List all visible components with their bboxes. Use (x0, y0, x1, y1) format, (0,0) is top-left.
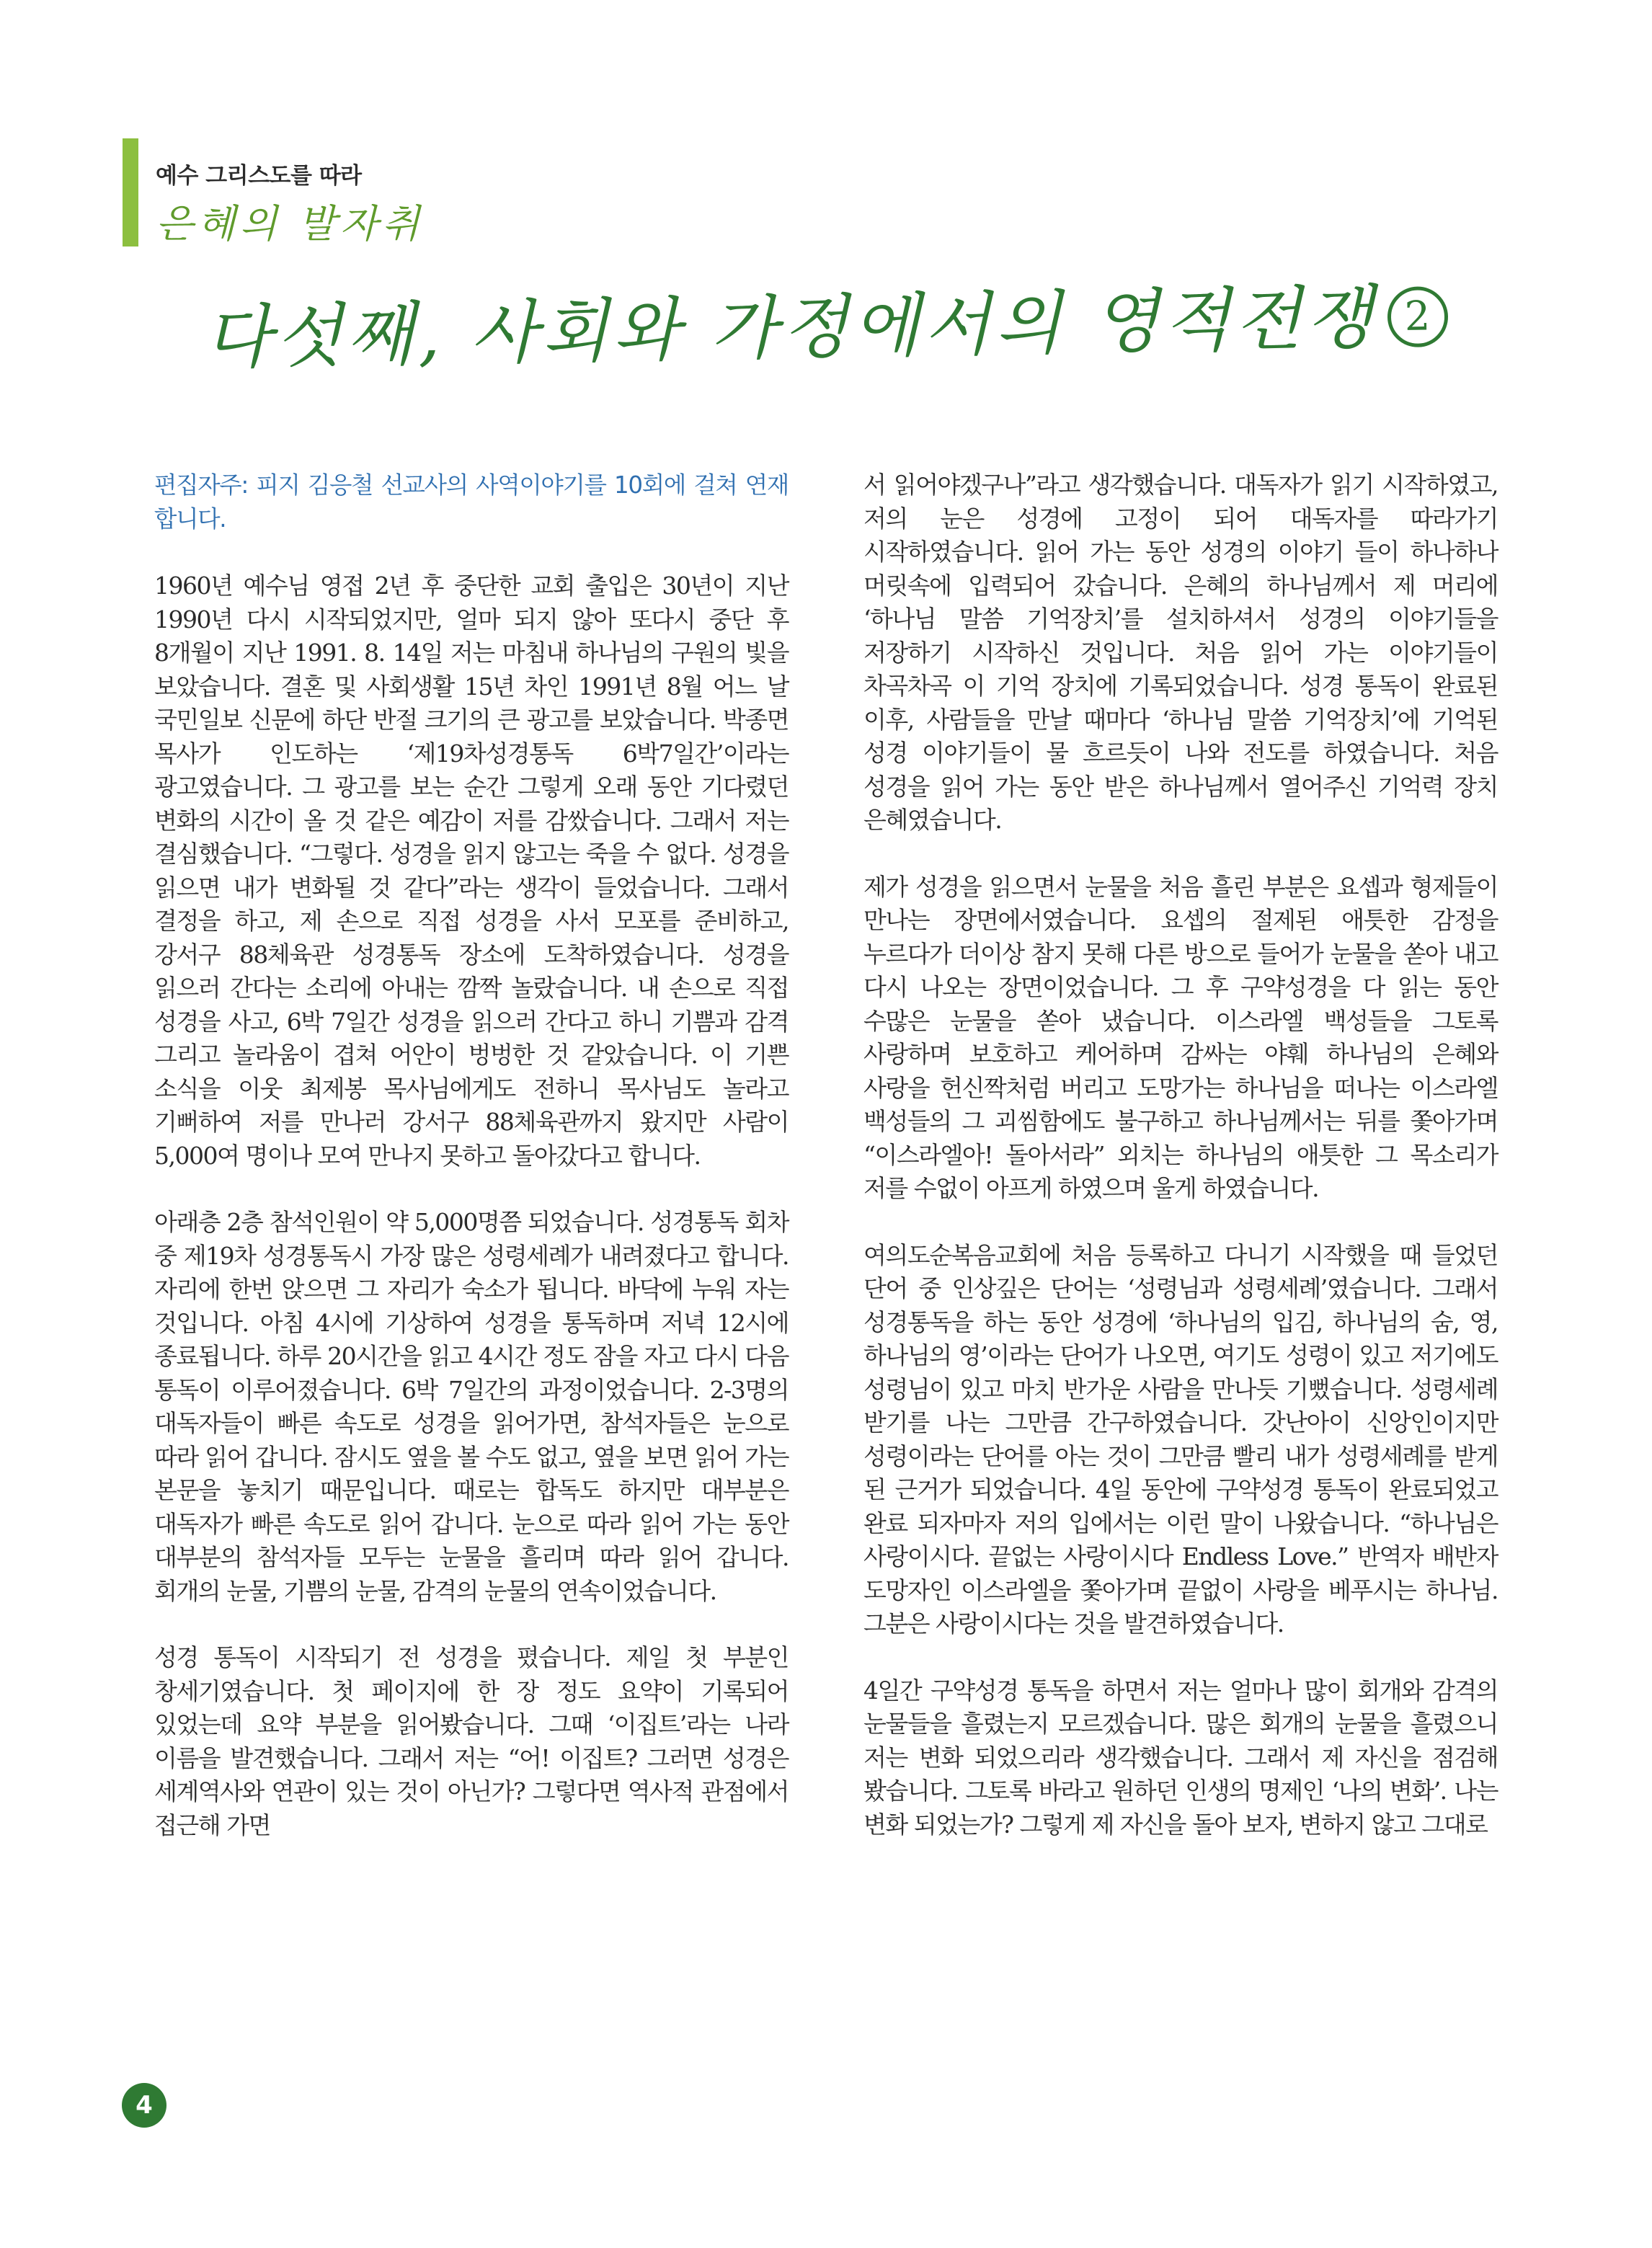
paragraph: 여의도순복음교회에 처음 등록하고 다니기 시작했을 때 들었던 단어 중 인상깊은 단어는 ‘성령님과 성령세례’였습니다. 그래서 성경통독을 하는 동안 성경에 ‘하나님의 입김, 하나님의 숨, 영, 하나님의 영’이라는 단어가 나오면, 여기도 성령이 있고 저기에도 성령님이 있고 마치 반가운 사람을 만나듯 기뻤습니다. 성령세례 받기를 나는 그만큼 간구하였습니다. 갓난아이 신앙인이지만 성령이라는 단어를 아는 것이 그만큼 빨리 내가 성령세례를 받게 된 근거가 되었습니다. 4일 동안에 구약성경 통독이 완료되었고 완료 되자마자 저의 입에서는 이런 말이 나왔습니다. “하나님은 사랑이시다. 끝없는 사랑이시다 Endless Love.” 반역자 배반자 도망자인 이스라엘을 쫓아가며 끝없이 사랑을 베푸시는 하나님. 그분은 사랑이시다는 것을 발견하였습니다. (863, 1240, 1498, 1638)
paragraph: 1960년 예수님 영접 2년 후 중단한 교회 출입은 30년이 지난 1990년 다시 시작되었지만, 얼마 되지 않아 또다시 중단 후 8개월이 지난 1991. 8. 14일 저는 마침내 하나님의 구원의 빛을 보았습니다. 결혼 및 사회생활 15년 차인 1991년 8월 어느 날 국민일보 신문에 하단 반절 크기의 큰 광고를 보았습니다. 박종면 목사가 인도하는 ‘제19차성경통독 6박7일간’이라는 광고였습니다. 그 광고를 보는 순간 그렇게 오래 동안 기다렸던 변화의 시간이 올 것 같은 예감이 저를 감쌌습니다. 그래서 저는 결심했습니다. “그렇다. 성경을 읽지 않고는 죽을 수 없다. 성경을 읽으면 내가 변화될 것 같다”라는 생각이 들었습니다. 그래서 결정을 하고, 제 손으로 직접 성경을 사서 모포를 준비하고, 강서구 88체육관 성경통독 장소에 도착하였습니다. 성경을 읽으러 간다는 소리에 아내는 깜짝 놀랐습니다. 내 손으로 직접 성경을 사고, 6박 7일간 성경을 읽으러 간다고 하니 기쁨과 감격 그리고 놀라움이 겹쳐 어안이 벙벙한 것 같았습니다. 이 기쁜 소식을 이웃 최제봉 목사님에게도 전하니 목사님도 놀라고 기뻐하여 저를 만나러 강서구 88체육관까지 왔지만 사람이 5,000여 명이나 모여 만나지 못하고 돌아갔다고 합니다. (154, 572, 789, 1170)
article-part-number: 2 (1387, 286, 1448, 347)
paragraph: 서 읽어야겠구나”라고 생각했습니다. 대독자가 읽기 시작하였고, 저의 눈은 성경에 고정이 되어 대독자를 따라가기 시작하였습니다. 읽어 가는 동안 성경의 이야기 들이 하나하나 머릿속에 입력되어 갔습니다. 은혜의 하나님께서 제 머리에 ‘하나님 말씀 기억장치’를 설치하셔서 성경의 이야기들을 저장하기 시작하신 것입니다. 처음 읽어 가는 이야기들이 차곡차곡 이 기억 장치에 기록되었습니다. 성경 통독이 완료된 이후, 사람들을 만날 때마다 ‘하나님 말씀 기억장치’에 기억된 성경 이야기들이 물 흐르듯이 나와 전도를 하였습니다. 처음 성경을 읽어 가는 동안 받은 하나님께서 열어주신 기억력 장치 은혜였습니다. (863, 471, 1498, 834)
paragraph: 4일간 구약성경 통독을 하면서 저는 얼마나 많이 회개와 감격의 눈물들을 흘렸는지 모르겠습니다. 많은 회개의 눈물을 흘렸으니 저는 변화 되었으리라 생각했습니다. 그래서 제 자신을 점검해 봤습니다. 그토록 바라고 원하던 인생의 명제인 ‘나의 변화’. 나는 변화 되었는가? 그렇게 제 자신을 돌아 보자, 변하지 않고 그대로 (863, 1676, 1498, 1839)
paragraph: 아래층 2층 참석인원이 약 5,000명쯤 되었습니다. 성경통독 회차 중 제19차 성경통독시 가장 많은 성령세례가 내려졌다고 합니다. 자리에 한번 앉으면 그 자리가 숙소가 됩니다. 바닥에 누워 자는 것입니다. 아침 4시에 기상하여 성경을 통독하며 저녁 12시에 종료됩니다. 하루 20시간을 읽고 4시간 정도 잠을 자고 다시 다음 통독이 이루어졌습니다. 6박 7일간의 과정이었습니다. 2-3명의 대독자들이 빠른 속도로 성경을 읽어가면, 참석자들은 눈으로 따라 읽어 갑니다. 잠시도 옆을 볼 수도 없고, 옆을 보면 읽어 가는 본문을 놓치기 때문입니다. 때로는 합독도 하지만 대부분은 대독자가 빠른 속도로 읽어 갑니다. 눈으로 따라 읽어 가는 동안 대부분의 참석자들 모두는 눈물을 흘리며 따라 읽어 갑니다. 회개의 눈물, 기쁨의 눈물, 감격의 눈물의 연속이었습니다. (154, 1208, 789, 1605)
right-column (863, 468, 1498, 1875)
section-accent-bar (123, 138, 138, 246)
series-title: 은혜의 발자취 (156, 201, 425, 246)
left-column (154, 468, 789, 1875)
article-title (0, 258, 1652, 386)
paragraph: 제가 성경을 읽으면서 눈물을 처음 흘린 부분은 요셉과 형제들이 만나는 장면에서였습니다. 요셉의 절제된 애틋한 감정을 누르다가 더이상 참지 못해 다른 방으로 들어가 눈물을 쏟아 내고 다시 나오는 장면이었습니다. 그 후 구약성경을 다 읽는 동안 수많은 눈물을 쏟아 냈습니다. 이스라엘 백성들을 그토록 사랑하며 보호하고 케어하며 감싸는 야훼 하나님의 은혜와 사랑을 헌신짝처럼 버리고 도망가는 하나님을 떠나는 이스라엘 백성들의 그 괴씸함에도 불구하고 하나님께서는 뒤를 쫓아가며 “이스라엘아! 돌아서라” 외치는 하나님의 애틋한 그 목소리가 저를 수없이 아프게 하였으며 울게 하였습니다. (863, 872, 1498, 1202)
series-label: 예수 그리스도를 따라 (156, 163, 362, 189)
editor-note: 편집자주: 피지 김응철 선교사의 사역이야기를 10회에 걸쳐 연재합니다. (154, 471, 789, 533)
article-title-text: 다섯째, 사회와 가정에서의 영적전쟁 (203, 277, 1378, 379)
paragraph: 성경 통독이 시작되기 전 성경을 폈습니다. 제일 첫 부분인 창세기였습니다. 첫 페이지에 한 장 정도 요약이 기록되어 있었는데 요약 부분을 읽어봤습니다. 그때 ‘이집트’라는 나라 이름을 발견했습니다. 그래서 저는 “어! 이집트? 그러면 성경은 세계역사와 연관이 있는 것이 아닌가? 그렇다면 역사적 관점에서 접근해 가면 (154, 1643, 789, 1839)
page-number: 4 (122, 2083, 166, 2128)
